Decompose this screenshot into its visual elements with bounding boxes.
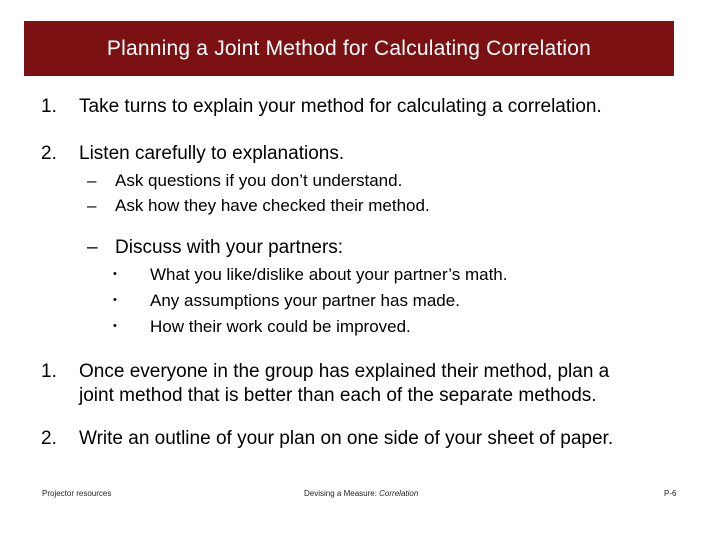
bullet-marker: • (113, 320, 117, 332)
footer-center-prefix: Devising a Measure: (304, 489, 380, 498)
dash-marker: – (87, 196, 97, 215)
bullet-marker: • (113, 268, 117, 280)
list-item (41, 96, 57, 118)
bullet-text: What you like/dislike about your partner’s math. (150, 265, 508, 284)
item-text: Write an outline of your plan on one side of your sheet of paper. (79, 428, 614, 449)
item-text: Take turns to explain your method for calculating a correlation. (79, 96, 602, 117)
dash-marker: – (87, 237, 98, 258)
list-item (41, 143, 57, 165)
slide-title-bar (24, 21, 674, 76)
bullet-marker: • (113, 294, 117, 306)
item-text-continued: joint method that is better than each of the separate methods. (79, 385, 597, 406)
item-number: 2. (41, 143, 57, 164)
footer-page-number: P-6 (664, 489, 677, 498)
dash-marker: – (87, 171, 97, 190)
footer-center (304, 489, 418, 498)
bullet-text: Any assumptions your partner has made. (150, 291, 460, 310)
sub-item-text: Ask how they have checked their method. (115, 196, 430, 215)
item-number: 2. (41, 428, 57, 449)
bullet-text: How their work could be improved. (150, 317, 411, 336)
footer-left: Projector resources (42, 489, 112, 498)
sub-item-text: Discuss with your partners: (115, 237, 344, 258)
sub-item-text: Ask questions if you don’t understand. (115, 171, 403, 190)
item-text: Once everyone in the group has explained their method, plan a (79, 361, 610, 382)
footer-center-italic: Correlation (379, 489, 419, 498)
item-number: 1. (41, 96, 57, 117)
slide-title: Planning a Joint Method for Calculating Correlation (106, 36, 592, 60)
item-number: 1. (41, 361, 57, 382)
item-text: Listen carefully to explanations. (79, 143, 345, 164)
